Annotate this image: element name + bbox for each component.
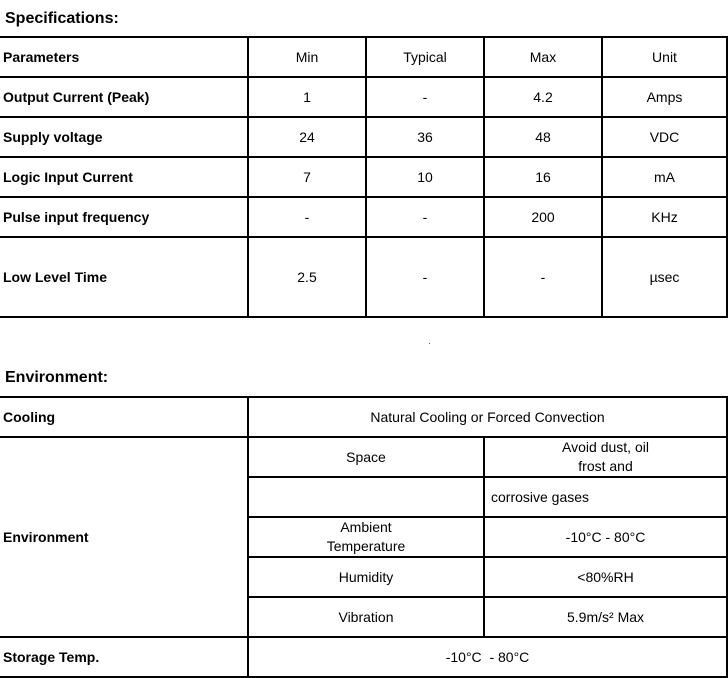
vibration-label: Vibration — [248, 597, 484, 637]
table-header-row — [0, 37, 727, 77]
table-row — [0, 77, 727, 117]
storage-row — [0, 637, 727, 677]
environment-table — [0, 396, 728, 678]
header-unit: Unit — [602, 37, 727, 77]
param-cell: Low Level Time — [0, 237, 248, 317]
specifications-title: Specifications: — [5, 10, 119, 27]
table-row — [0, 157, 727, 197]
cooling-label: Cooling — [0, 397, 248, 437]
cooling-value: Natural Cooling or Forced Convection — [248, 397, 727, 437]
space-value — [484, 437, 727, 477]
ambient-label-line1: Ambient — [340, 519, 392, 535]
typical-cell: - — [366, 197, 484, 237]
cooling-row — [0, 397, 727, 437]
table-row — [0, 117, 727, 157]
space-value-continued: corrosive gases — [484, 477, 727, 517]
min-cell: - — [248, 197, 366, 237]
param-cell: Logic Input Current — [0, 157, 248, 197]
max-cell: 200 — [484, 197, 602, 237]
vibration-value: 5.9m/s² Max — [484, 597, 727, 637]
stray-dot — [429, 343, 430, 344]
environment-title: Environment: — [5, 369, 109, 386]
space-row — [0, 437, 727, 477]
table-row — [0, 197, 727, 237]
min-cell: 2.5 — [248, 237, 366, 317]
unit-cell: mA — [602, 157, 727, 197]
header-min: Min — [248, 37, 366, 77]
specifications-table — [0, 36, 728, 318]
unit-cell: Amps — [602, 77, 727, 117]
max-cell: 4.2 — [484, 77, 602, 117]
space-label: Space — [248, 437, 484, 477]
ambient-value: -10°C - 80°C — [484, 517, 727, 557]
table-row — [0, 237, 727, 317]
param-cell: Output Current (Peak) — [0, 77, 248, 117]
storage-label: Storage Temp. — [0, 637, 248, 677]
ambient-label — [248, 517, 484, 557]
max-cell: 48 — [484, 117, 602, 157]
space-value-line1: Avoid dust, oil — [562, 439, 649, 455]
storage-value: -10°C - 80°C — [248, 637, 727, 677]
header-parameters: Parameters — [0, 37, 248, 77]
space-value-line2: frost and — [578, 458, 633, 474]
typical-cell: - — [366, 237, 484, 317]
min-cell: 7 — [248, 157, 366, 197]
humidity-value: <80%RH — [484, 557, 727, 597]
empty-cell — [248, 477, 484, 517]
max-cell: - — [484, 237, 602, 317]
max-cell: 16 — [484, 157, 602, 197]
param-cell: Supply voltage — [0, 117, 248, 157]
environment-label: Environment — [0, 437, 248, 637]
typical-cell: - — [366, 77, 484, 117]
unit-cell: KHz — [602, 197, 727, 237]
header-max: Max — [484, 37, 602, 77]
humidity-label: Humidity — [248, 557, 484, 597]
unit-cell: VDC — [602, 117, 727, 157]
param-cell: Pulse input frequency — [0, 197, 248, 237]
header-typical: Typical — [366, 37, 484, 77]
unit-cell: µsec — [602, 237, 727, 317]
typical-cell: 36 — [366, 117, 484, 157]
typical-cell: 10 — [366, 157, 484, 197]
min-cell: 24 — [248, 117, 366, 157]
min-cell: 1 — [248, 77, 366, 117]
ambient-label-line2: Temperature — [326, 538, 406, 554]
